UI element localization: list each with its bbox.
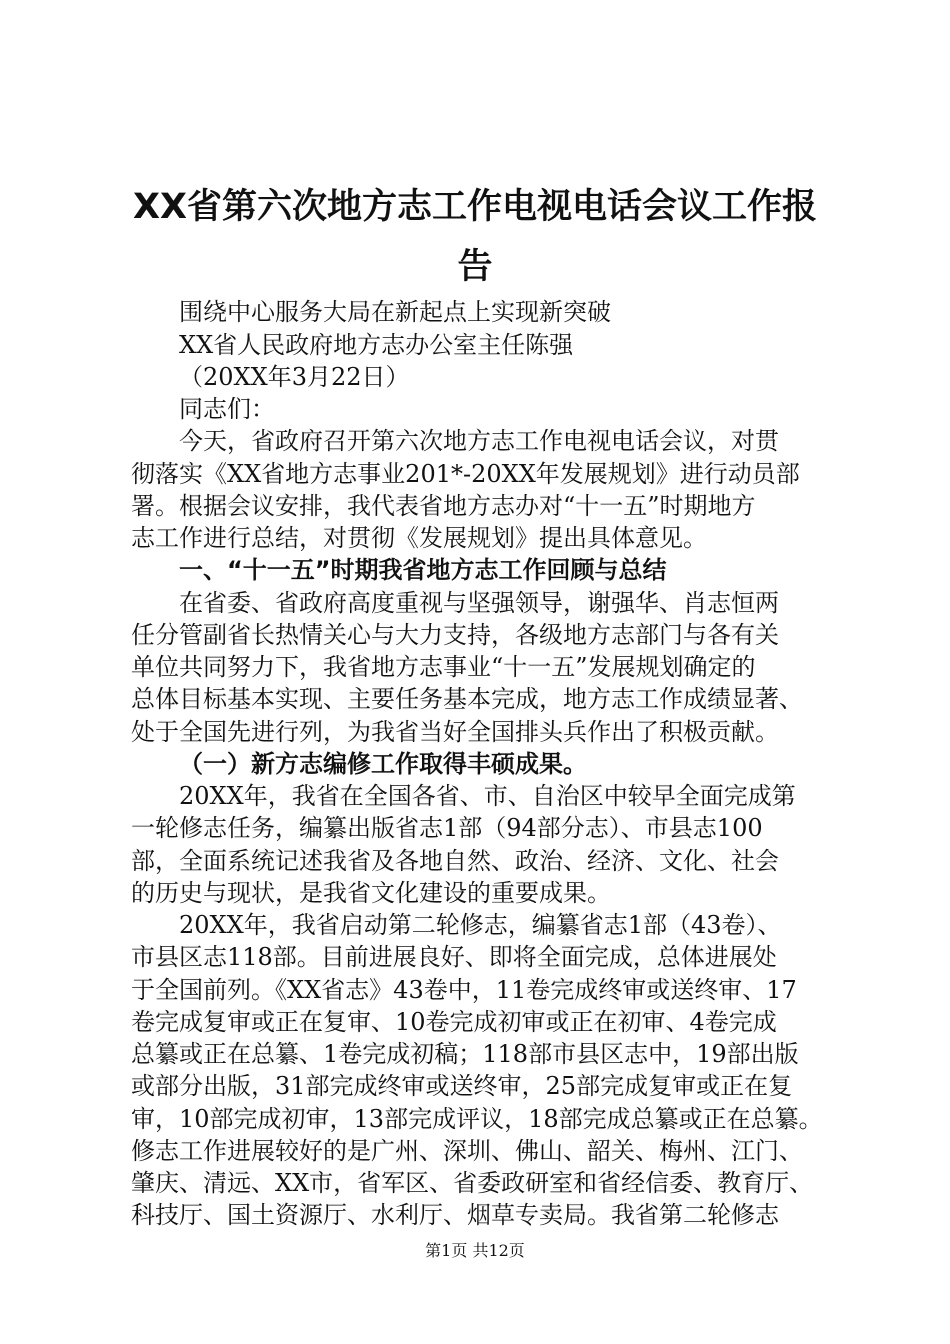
paragraph-line: 彻落实《XX省地方志事业201*-20XX年发展规划》进行动员部 [131, 460, 800, 488]
section-heading-1: 一、“十一五”时期我省地方志工作回顾与总结 [179, 556, 667, 584]
paragraph-line: 单位共同努力下，我省地方志事业“十一五”发展规划确定的 [131, 653, 756, 681]
paragraph-line: 修志工作进展较好的是广州、深圳、佛山、韶关、梅州、江门、 [131, 1137, 803, 1165]
paragraph-line: 的历史与现状，是我省文化建设的重要成果。 [131, 879, 611, 907]
paragraph-line: 总纂或正在总纂、1卷完成初稿；118部市县区志中，19部出版 [131, 1040, 799, 1068]
paragraph-line: 志工作进行总结，对贯彻《发展规划》提出具体意见。 [131, 524, 707, 552]
paragraph-line: 一轮修志任务，编纂出版省志1部（94部分志）、市县志100 [131, 814, 763, 842]
salutation: 同志们： [179, 395, 275, 423]
paragraph-line: 于全国前列。《XX省志》43卷中，11卷完成终审或送终审、17 [131, 976, 797, 1004]
paragraph-line: 审，10部完成初审，13部完成评议，18部完成总纂或正在总纂。 [131, 1105, 823, 1133]
paragraph-line: 今天，省政府召开第六次地方志工作电视电话会议，对贯 [179, 427, 779, 455]
paragraph-line: 20XX年，我省启动第二轮修志，编纂省志1部（43卷）、 [179, 911, 782, 939]
author-line: XX省人民政府地方志办公室主任陈强 [179, 331, 574, 359]
paragraph-line: 总体目标基本实现、主要任务基本完成，地方志工作成绩显著、 [131, 685, 803, 713]
paragraph-line: 任分管副省长热情关心与大力支持，各级地方志部门与各有关 [131, 621, 779, 649]
date-line: （20XX年3月22日） [179, 363, 410, 391]
paragraph-line: 科技厅、国土资源厅、水利厅、烟草专卖局。我省第二轮修志 [131, 1201, 779, 1229]
paragraph-line: 部，全面系统记述我省及各地自然、政治、经济、文化、社会 [131, 847, 779, 875]
paragraph-line: 署。根据会议安排，我代表省地方志办对“十一五”时期地方 [131, 492, 756, 520]
paragraph-line: 或部分出版，31部完成终审或送终审，25部完成复审或正在复 [131, 1072, 793, 1100]
report-title-line-2: 告 [457, 247, 493, 287]
paragraph-line: 卷完成复审或正在复审、10卷完成初审或正在初审、4卷完成 [131, 1008, 777, 1036]
page-number-footer: 第1页 共12页 [425, 1241, 525, 1260]
paragraph-line: 20XX年，我省在全国各省、市、自治区中较早全面完成第 [179, 782, 796, 810]
paragraph-line: 处于全国先进行列，为我省当好全国排头兵作出了积极贡献。 [131, 718, 779, 746]
paragraph-line: 在省委、省政府高度重视与坚强领导，谢强华、肖志恒两 [179, 589, 779, 617]
paragraph-line: 市县区志118部。目前进展良好、即将全面完成，总体进展处 [131, 943, 777, 971]
report-title-line-1: XX省第六次地方志工作电视电话会议工作报 [133, 187, 817, 227]
paragraph-line: 肇庆、清远、XX市，省军区、省委政研室和省经信委、教育厅、 [131, 1169, 814, 1197]
subtitle: 围绕中心服务大局在新起点上实现新突破 [179, 298, 611, 326]
subsection-heading-1: （一）新方志编修工作取得丰硕成果。 [179, 750, 587, 778]
